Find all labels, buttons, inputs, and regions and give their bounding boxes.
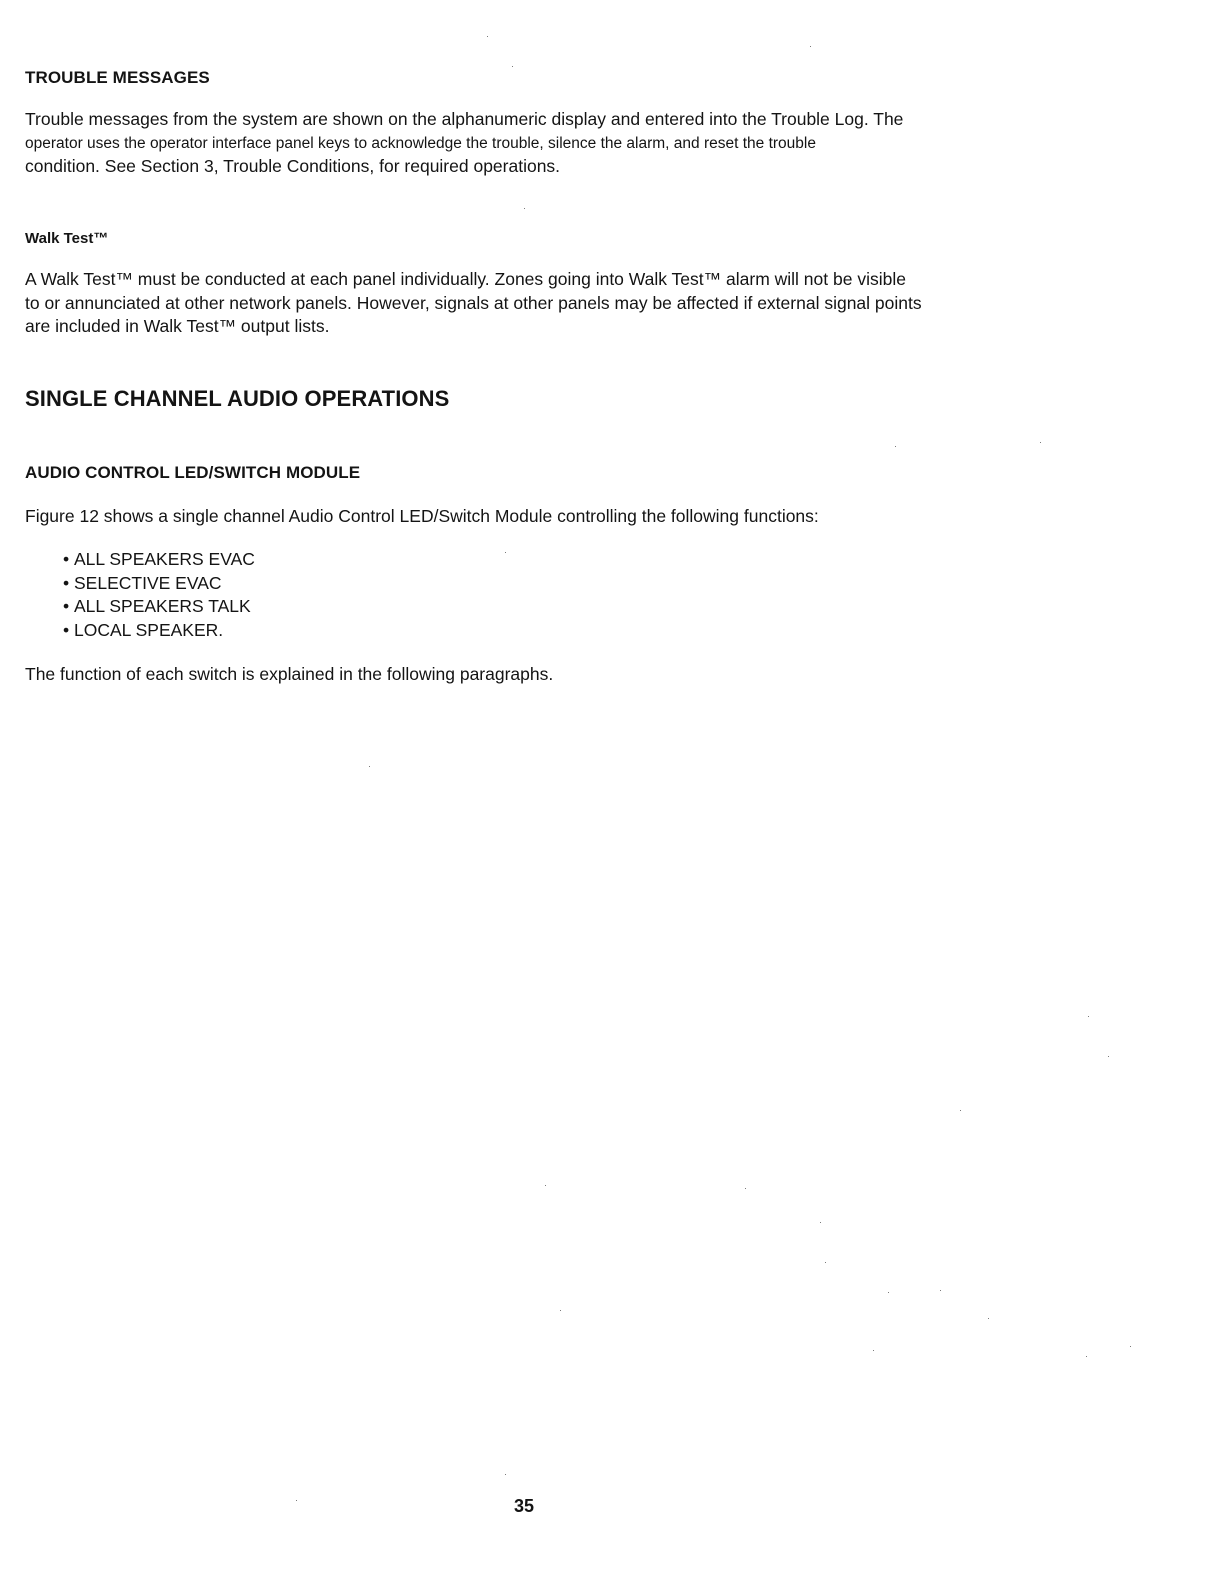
scan-speck (988, 1318, 989, 1319)
audio-module-intro: Figure 12 shows a single channel Audio Control LED/Switch Module controlling the following functions: (25, 506, 819, 526)
paragraph-line: condition. See Section 3, Trouble Conditions, for required operations. (25, 156, 561, 176)
audio-control-module-heading: AUDIO CONTROL LED/SWITCH MODULE (25, 463, 361, 482)
scan-speck (888, 1292, 889, 1293)
scan-speck (820, 1222, 821, 1223)
scan-speck (369, 766, 370, 767)
scan-speck (960, 1110, 961, 1111)
paragraph-line: Trouble messages from the system are shown on the alphanumeric display and entered into the Trouble Log. The (25, 109, 904, 129)
paragraph-line: are included in Walk Test™ output lists. (25, 316, 330, 336)
scan-speck (296, 1500, 297, 1501)
list-item: • LOCAL SPEAKER. (63, 619, 255, 643)
scan-speck (505, 1474, 506, 1475)
page-number: 35 (514, 1496, 535, 1516)
paragraph-line: operator uses the operator interface panel keys to acknowledge the trouble, silence the alarm, and reset the trouble (25, 134, 816, 152)
scan-speck (810, 46, 811, 47)
scan-speck (940, 1290, 941, 1291)
trouble-messages-paragraph (25, 108, 1035, 179)
walk-test-heading: Walk Test™ (25, 230, 109, 247)
scan-speck (745, 1188, 746, 1189)
scan-speck (873, 1350, 874, 1351)
scan-speck (545, 1185, 546, 1186)
paragraph-line: to or annunciated at other network panels. However, signals at other panels may be affected if external signal points (25, 292, 922, 313)
walk-test-paragraph (25, 268, 1035, 339)
audio-module-closing: The function of each switch is explained in the following paragraphs. (25, 664, 554, 684)
paragraph-line: A Walk Test™ must be conducted at each panel individually. Zones going into Walk Test™ alarm will not be visible (25, 269, 906, 289)
scan-speck (560, 1310, 561, 1311)
trouble-messages-heading: TROUBLE MESSAGES (25, 68, 210, 87)
scan-speck (512, 66, 513, 67)
scan-speck (1130, 1346, 1131, 1347)
scan-speck (524, 208, 525, 209)
list-item: • ALL SPEAKERS EVAC (63, 548, 255, 572)
scan-speck (505, 552, 506, 553)
scan-speck (1040, 442, 1041, 443)
scan-speck (825, 1262, 826, 1263)
scan-speck (1086, 1356, 1087, 1357)
scan-speck (895, 446, 896, 447)
scan-speck (1088, 1016, 1089, 1017)
list-item: • SELECTIVE EVAC (63, 572, 255, 596)
scan-speck (487, 36, 488, 37)
scan-speck (1108, 1056, 1109, 1057)
function-list (63, 548, 255, 642)
single-channel-audio-heading: SINGLE CHANNEL AUDIO OPERATIONS (25, 386, 450, 411)
list-item: • ALL SPEAKERS TALK (63, 595, 255, 619)
